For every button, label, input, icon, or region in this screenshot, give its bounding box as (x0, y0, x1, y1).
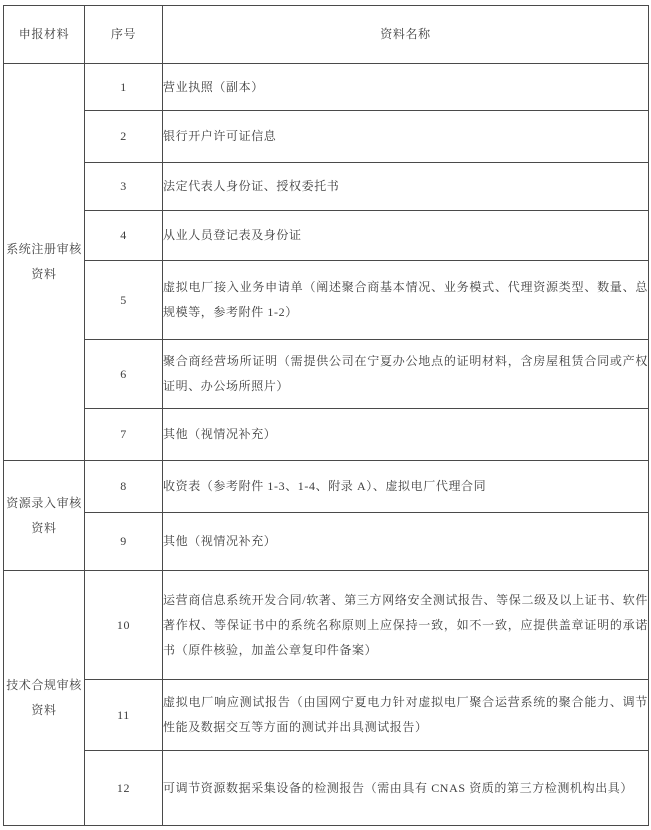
group-label: 系统注册审核资料 (4, 64, 85, 461)
material-name-cell: 从业人员登记表及身份证 (163, 211, 649, 261)
material-name-cell: 法定代表人身份证、授权委托书 (163, 163, 649, 211)
serial-number-cell: 12 (85, 751, 163, 826)
table-row (4, 261, 649, 340)
group-label: 技术合规审核资料 (4, 571, 85, 826)
material-name-cell: 虚拟电厂接入业务申请单（阐述聚合商基本情况、业务模式、代理资源类型、数量、总规模等，参考附件 1-2） (163, 261, 649, 340)
serial-number-cell: 1 (85, 64, 163, 111)
header-row (4, 6, 649, 64)
material-name-cell: 其他（视情况补充） (163, 513, 649, 571)
serial-number-cell: 11 (85, 680, 163, 751)
header-application-materials: 申报材料 (4, 6, 85, 64)
serial-number-cell: 3 (85, 163, 163, 211)
table-body (4, 64, 649, 826)
table-row (4, 111, 649, 163)
table-row (4, 211, 649, 261)
serial-number-cell: 8 (85, 461, 163, 513)
serial-number-cell: 10 (85, 571, 163, 680)
table-row (4, 163, 649, 211)
table-row (4, 461, 649, 513)
application-materials-table (3, 5, 649, 826)
serial-number-cell: 4 (85, 211, 163, 261)
serial-number-cell: 7 (85, 409, 163, 461)
table-row (4, 409, 649, 461)
material-name-cell: 收资表（参考附件 1-3、1-4、附录 A）、虚拟电厂代理合同 (163, 461, 649, 513)
material-name-cell: 虚拟电厂响应测试报告（由国网宁夏电力针对虚拟电厂聚合运营系统的聚合能力、调节性能及数据交互等方面的测试并出具测试报告） (163, 680, 649, 751)
material-name-cell: 其他（视情况补充） (163, 409, 649, 461)
table-row (4, 571, 649, 680)
material-name-cell: 营业执照（副本） (163, 64, 649, 111)
material-name-cell: 可调节资源数据采集设备的检测报告（需由具有 CNAS 资质的第三方检测机构出具） (163, 751, 649, 826)
header-material-name: 资料名称 (163, 6, 649, 64)
serial-number-cell: 2 (85, 111, 163, 163)
table-row (4, 680, 649, 751)
material-name-cell: 聚合商经营场所证明（需提供公司在宁夏办公地点的证明材料，含房屋租赁合同或产权证明、办公场所照片） (163, 340, 649, 409)
serial-number-cell: 6 (85, 340, 163, 409)
group-label: 资源录入审核资料 (4, 461, 85, 571)
serial-number-cell: 9 (85, 513, 163, 571)
material-name-cell: 银行开户许可证信息 (163, 111, 649, 163)
table-row (4, 340, 649, 409)
header-serial-number: 序号 (85, 6, 163, 64)
material-name-cell: 运营商信息系统开发合同/软著、第三方网络安全测试报告、等保二级及以上证书、软件著作权、等保证书中的系统名称原则上应保持一致，如不一致，应提供盖章证明的承诺书（原件核验，加盖公章复印件备案） (163, 571, 649, 680)
table-row (4, 64, 649, 111)
table-row (4, 751, 649, 826)
table-row (4, 513, 649, 571)
serial-number-cell: 5 (85, 261, 163, 340)
